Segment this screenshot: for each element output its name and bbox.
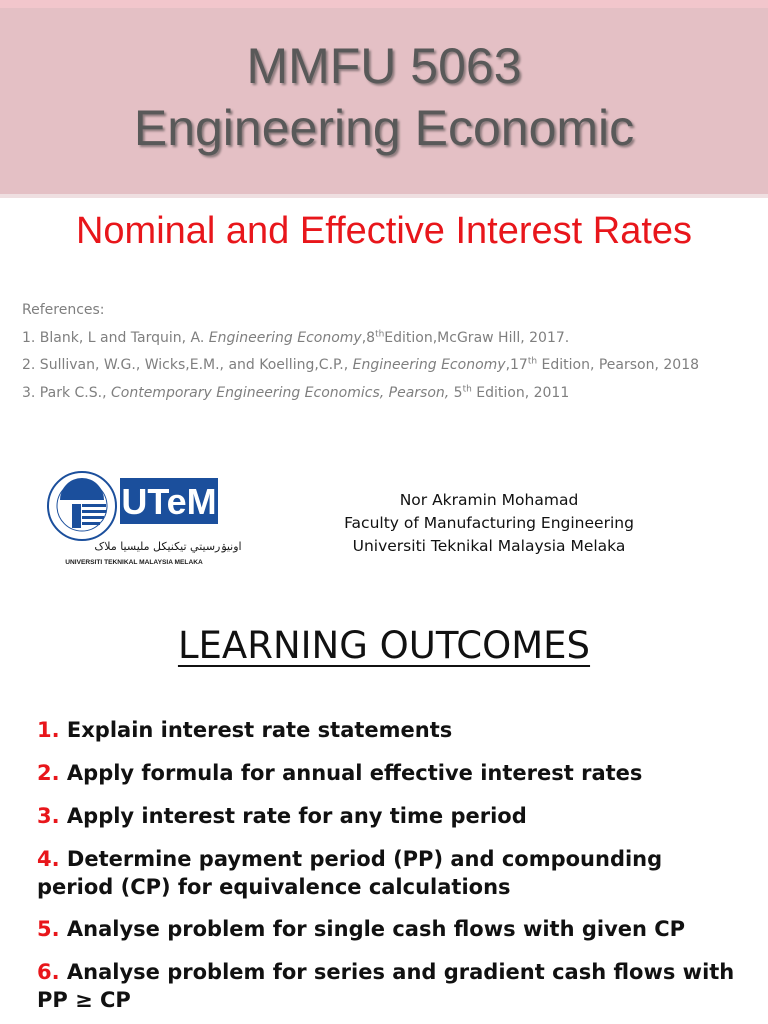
course-name: Engineering Economic — [133, 100, 635, 156]
outcome-item: 3. Apply interest rate for any time period — [37, 804, 527, 828]
logo-caption: UNIVERSITI TEKNIKAL MALAYSIA MELAKA — [65, 559, 203, 566]
course-code: MMFU 5063 — [246, 38, 522, 94]
author-name: Nor Akramin Mohamad — [399, 491, 579, 509]
banner-edge — [0, 194, 768, 198]
reference-item: 3. Park C.S., Contemporary Engineering Economics, Pearson, 5th Edition, 2011 — [22, 383, 570, 401]
reference-item: 1. Blank, L and Tarquin, A. Engineering Economy,8thEdition,McGraw Hill, 2017. — [22, 328, 570, 346]
author-university: Universiti Teknikal Malaysia Melaka — [352, 537, 626, 555]
title-banner — [0, 8, 768, 194]
author-block — [300, 489, 678, 558]
author-faculty: Faculty of Manufacturing Engineering — [344, 514, 634, 532]
utem-logo — [46, 468, 242, 568]
outcome-item: 2. Apply formula for annual effective interest rates — [37, 761, 643, 785]
outcome-item: 6. Analyse problem for series and gradient cash flows with PP ≥ CP — [37, 960, 735, 1012]
slide-subtitle: Nominal and Effective Interest Rates — [75, 210, 693, 252]
outcome-item: 5. Analyse problem for single cash flows with given CP — [37, 917, 686, 941]
top-strip — [0, 0, 768, 8]
learning-outcomes-heading: LEARNING OUTCOMES — [177, 624, 591, 667]
references-heading: References: — [22, 302, 105, 318]
references — [22, 298, 762, 408]
logo-wordmark: UTeM — [121, 481, 217, 522]
reference-item: 2. Sullivan, W.G., Wicks,E.M., and Koelling,C.P., Engineering Economy,17th Edition, Pearson, 2018 — [22, 356, 700, 373]
logo-jawi: اونيۏرسيتي تيکنيکل مليسيا ملاک — [94, 540, 242, 553]
outcome-item: 1. Explain interest rate statements — [37, 718, 453, 742]
outcome-item: 4. Determine payment period (PP) and compounding period (CP) for equivalence calculations — [37, 847, 663, 899]
